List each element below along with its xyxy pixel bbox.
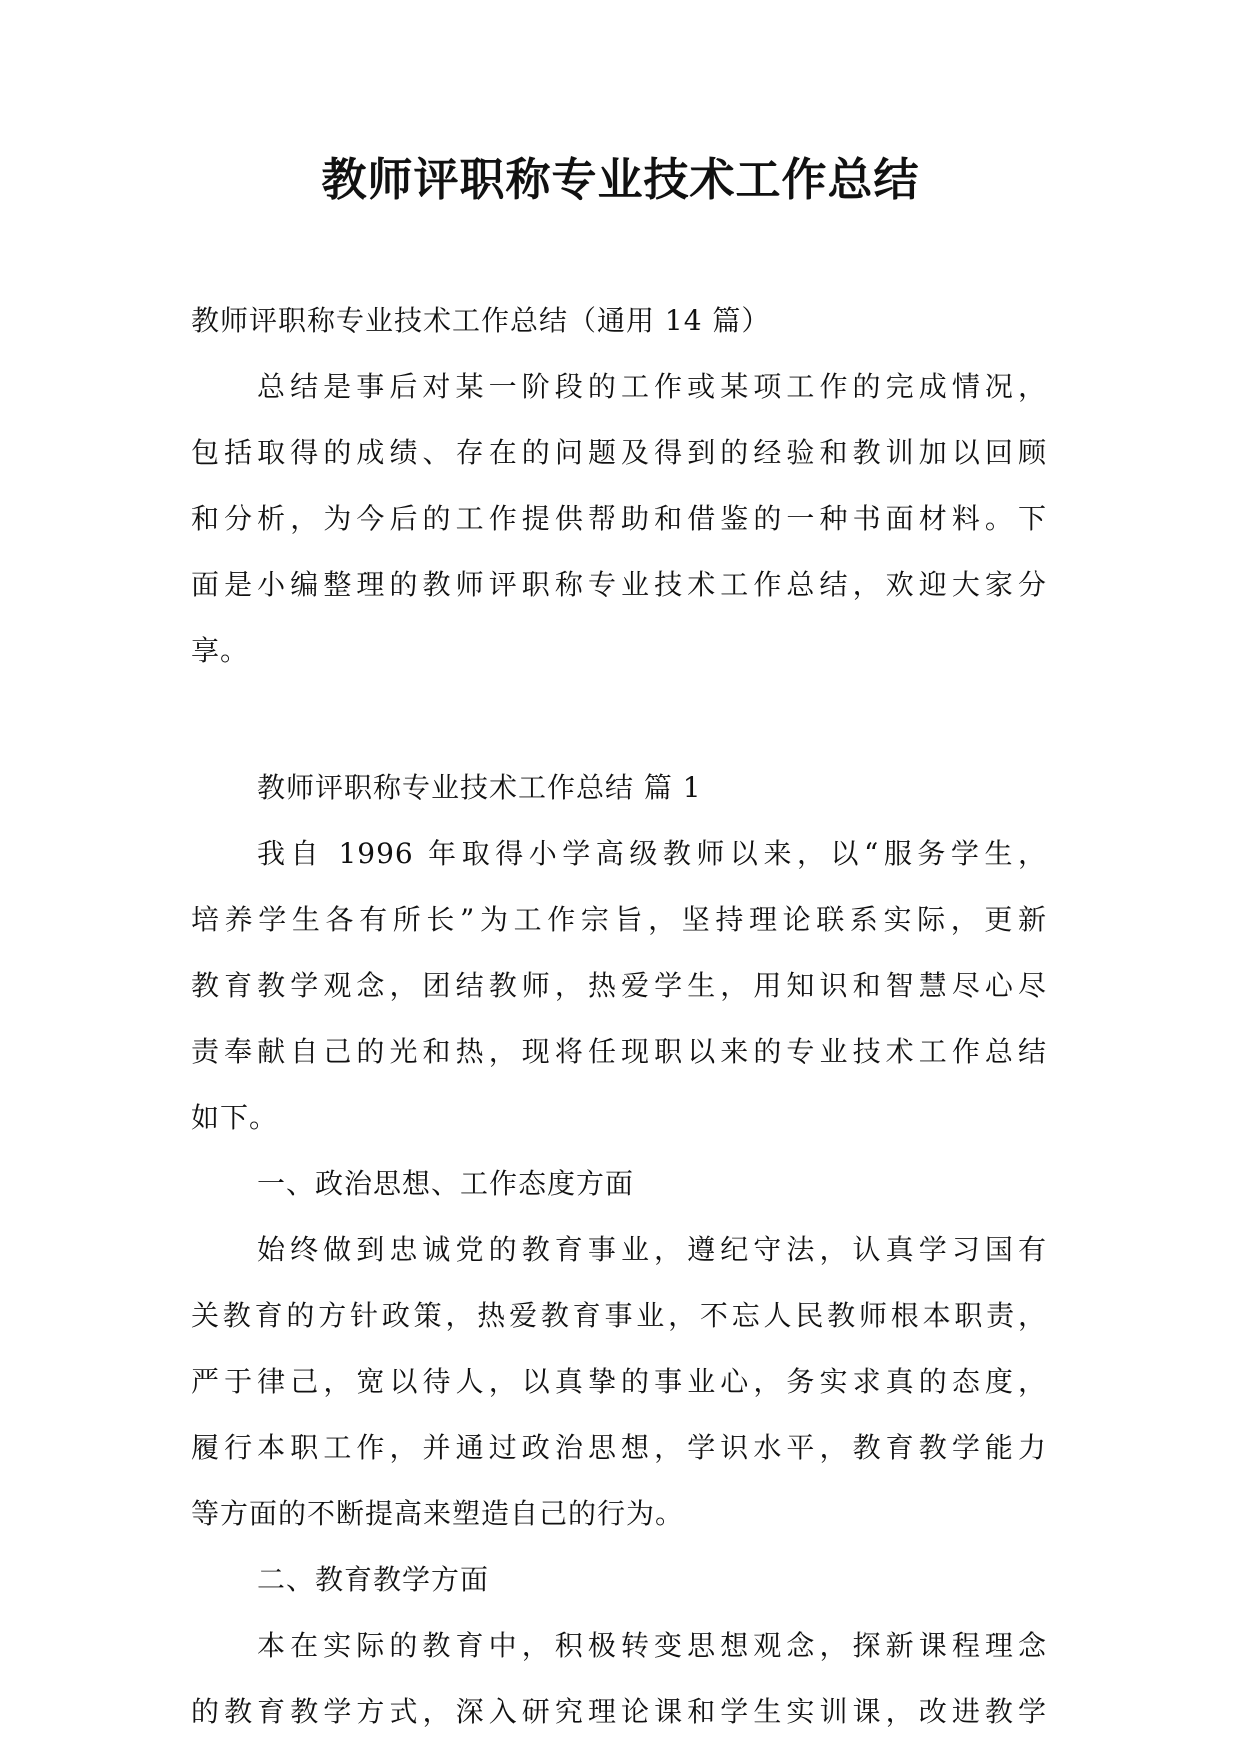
paragraph-line: 如下。 [191,1101,279,1134]
paragraph-line: 包括取得的成绩、存在的问题及得到的经验和教训加以回顾 [191,436,1047,469]
paragraph-line: 培养学生各有所长”为工作宗旨，坚持理论联系实际，更新 [191,903,1047,936]
section-spacer [191,684,1047,755]
document-title: 教师评职称专业技术工作总结 [321,153,920,206]
paragraph-line: 关教育的方针政策，热爱教育事业，不忘人民教师根本职责， [191,1299,1047,1332]
introduction-paragraph [191,821,1047,1151]
document-body [191,288,1047,1745]
paragraph-line: 和分析，为今后的工作提供帮助和借鉴的一种书面材料。下 [191,502,1047,535]
paragraph-line: 严于律己，宽以待人，以真挚的事业心，务实求真的态度， [191,1365,1047,1398]
paragraph-line: 的教育教学方式，深入研究理论课和学生实训课，改进教学 [191,1695,1047,1728]
paragraph-line: 享。 [191,634,250,667]
paragraph-line: 始终做到忠诚党的教育事业，遵纪守法，认真学习国有 [257,1233,1047,1266]
paragraph-line: 履行本职工作，并通过政治思想，学识水平，教育教学能力 [191,1431,1047,1464]
paragraph-line: 总结是事后对某一阶段的工作或某项工作的完成情况， [257,370,1047,403]
section-heading: 教师评职称专业技术工作总结 篇 1 [257,771,702,804]
paragraph-line: 本在实际的教育中，积极转变思想观念，探新课程理念 [257,1629,1047,1662]
paragraph-line: 我自 1996 年取得小学高级教师以来，以“服务学生， [257,837,1047,870]
paragraph-line: 责奉献自己的光和热，现将任现职以来的专业技术工作总结 [191,1035,1047,1068]
paragraph-line: 面是小编整理的教师评职称专业技术工作总结，欢迎大家分 [191,568,1047,601]
intro-paragraph [191,354,1047,684]
document-subtitle: 教师评职称专业技术工作总结（通用 14 篇） [191,304,771,337]
heading-politics: 一、政治思想、工作态度方面 [257,1167,635,1200]
paragraph-line: 等方面的不断提高来塑造自己的行为。 [191,1497,685,1530]
teaching-paragraph [191,1613,1047,1745]
paragraph-line: 教育教学观念，团结教师，热爱学生，用知识和智慧尽心尽 [191,969,1047,1002]
heading-teaching: 二、教育教学方面 [257,1563,490,1596]
politics-paragraph [191,1217,1047,1547]
